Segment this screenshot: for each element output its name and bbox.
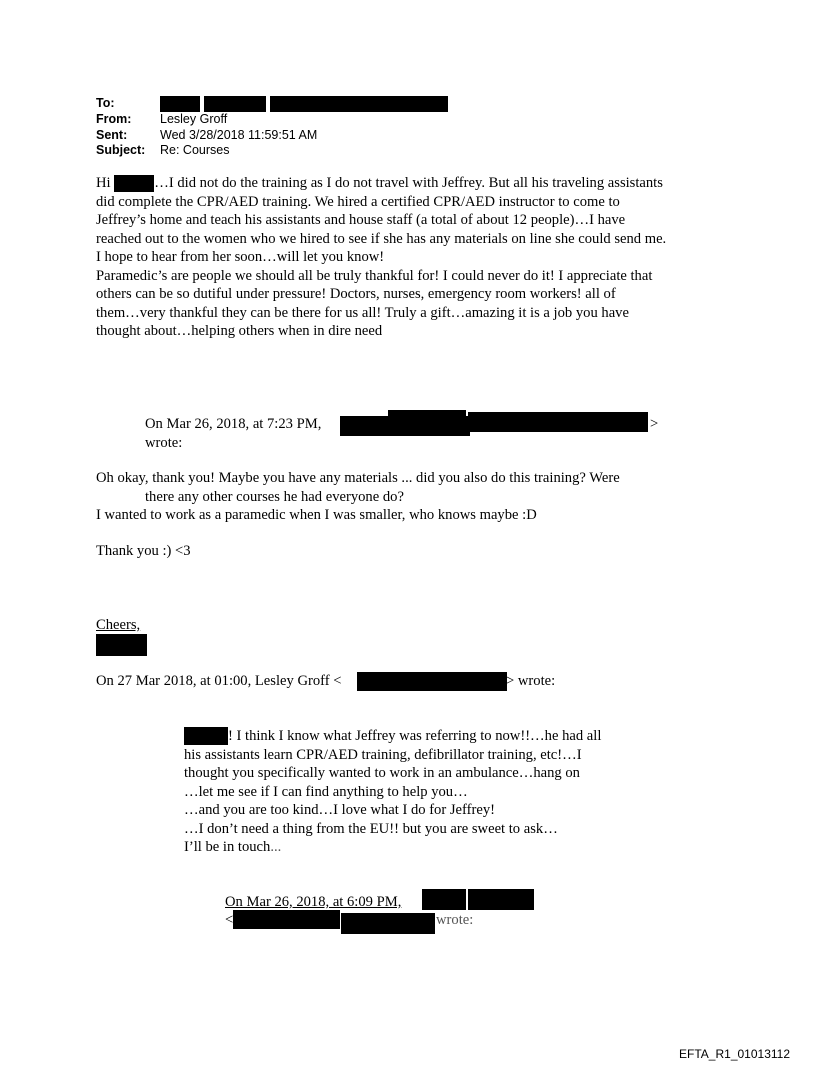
subject-value: Re: Courses bbox=[160, 143, 230, 157]
quote-line: Oh okay, thank you! Maybe you have any materials ... did you also do this training? Were bbox=[96, 470, 620, 486]
reply-line bbox=[96, 174, 663, 192]
quote-line: ! I think I know what Jeffrey was referring to now!!…he had all bbox=[228, 728, 602, 744]
quote-wrote: > wrote: bbox=[506, 673, 556, 689]
email-header bbox=[96, 96, 448, 159]
redaction-box bbox=[114, 175, 154, 192]
to-label: To: bbox=[96, 96, 115, 110]
redaction-box bbox=[160, 96, 200, 112]
document-id: EFTA_R1_01013112 bbox=[679, 1047, 790, 1061]
redaction-box bbox=[341, 913, 435, 934]
redaction-box bbox=[340, 416, 470, 436]
reply-line: others can be so dutiful under pressure! Doctors, nurses, emergency room workers! all of bbox=[96, 286, 616, 302]
quote-wrote: wrote: bbox=[436, 912, 474, 928]
redaction-box bbox=[270, 96, 448, 112]
reply-line: Jeffrey’s home and teach his assistants and house staff (a total of about 12 people)…I have bbox=[96, 212, 626, 228]
quote-intro: On 27 Mar 2018, at 01:00, Lesley Groff < bbox=[96, 673, 342, 689]
redaction-box bbox=[233, 910, 340, 929]
subject-row bbox=[96, 143, 448, 159]
quote-line: there any other courses he had everyone do? bbox=[145, 488, 404, 505]
quote-line: thought you specifically wanted to work in an ambulance…hang on bbox=[184, 765, 580, 781]
quote-line: Thank you :) <3 bbox=[96, 543, 191, 559]
quote-line: …I don’t need a thing from the EU!! but you are sweet to ask… bbox=[184, 820, 558, 837]
quote-line: his assistants learn CPR/AED training, defibrillator training, etc!…I bbox=[184, 746, 582, 763]
from-label: From: bbox=[96, 112, 132, 126]
redaction-box bbox=[184, 727, 228, 745]
quote-line: I’ll be in touch... bbox=[184, 839, 282, 855]
reply-line: them…very thankful they can be there for us all! Truly a gift…amazing it is a job you have bbox=[96, 304, 629, 321]
to-redaction bbox=[160, 96, 448, 112]
redaction-box bbox=[388, 410, 466, 418]
sent-label: Sent: bbox=[96, 127, 128, 142]
quote-intro: On Mar 26, 2018, at 7:23 PM, bbox=[145, 416, 322, 432]
reply-line: thought about…helping others when in dire need bbox=[96, 323, 383, 339]
reply-line: I hope to hear from her soon…will let you know! bbox=[96, 249, 385, 265]
angle-bracket: < bbox=[225, 912, 234, 928]
redaction-box bbox=[422, 889, 466, 910]
from-value: Lesley Groff bbox=[160, 112, 228, 126]
redaction-box bbox=[96, 634, 147, 656]
quote-intro: On Mar 26, 2018, at 6:09 PM, bbox=[225, 894, 402, 910]
angle-bracket: > bbox=[650, 416, 659, 432]
reply-text: …I did not do the training as I do not travel with Jeffrey. But all his traveling assistants bbox=[154, 175, 663, 191]
reply-line: Paramedic’s are people we should all be truly thankful for! I could never do it! I appreciate that bbox=[96, 267, 653, 284]
redaction-box bbox=[468, 412, 648, 432]
greeting: Hi bbox=[96, 175, 111, 191]
from-row bbox=[96, 112, 448, 128]
redaction-box bbox=[204, 96, 266, 112]
redaction-box bbox=[357, 672, 507, 691]
subject-label: Subject: bbox=[96, 143, 146, 157]
reply-line: did complete the CPR/AED training. We hired a certified CPR/AED instructor to come to bbox=[96, 193, 620, 210]
reply-line: reached out to the women who we hired to see if she has any materials on line she could send me. bbox=[96, 230, 667, 247]
quote-line: …and you are too kind…I love what I do for Jeffrey! bbox=[184, 802, 495, 818]
to-row bbox=[96, 96, 448, 112]
redaction-box bbox=[468, 889, 534, 910]
quote-line: I wanted to work as a paramedic when I was smaller, who knows maybe :D bbox=[96, 507, 537, 523]
signoff: Cheers, bbox=[96, 617, 141, 633]
sent-value: Wed 3/28/2018 11:59:51 AM bbox=[160, 127, 318, 142]
quote-line: …let me see if I can find anything to help you… bbox=[184, 783, 468, 800]
sent-row bbox=[96, 128, 448, 144]
quote-wrote: wrote: bbox=[145, 435, 183, 451]
